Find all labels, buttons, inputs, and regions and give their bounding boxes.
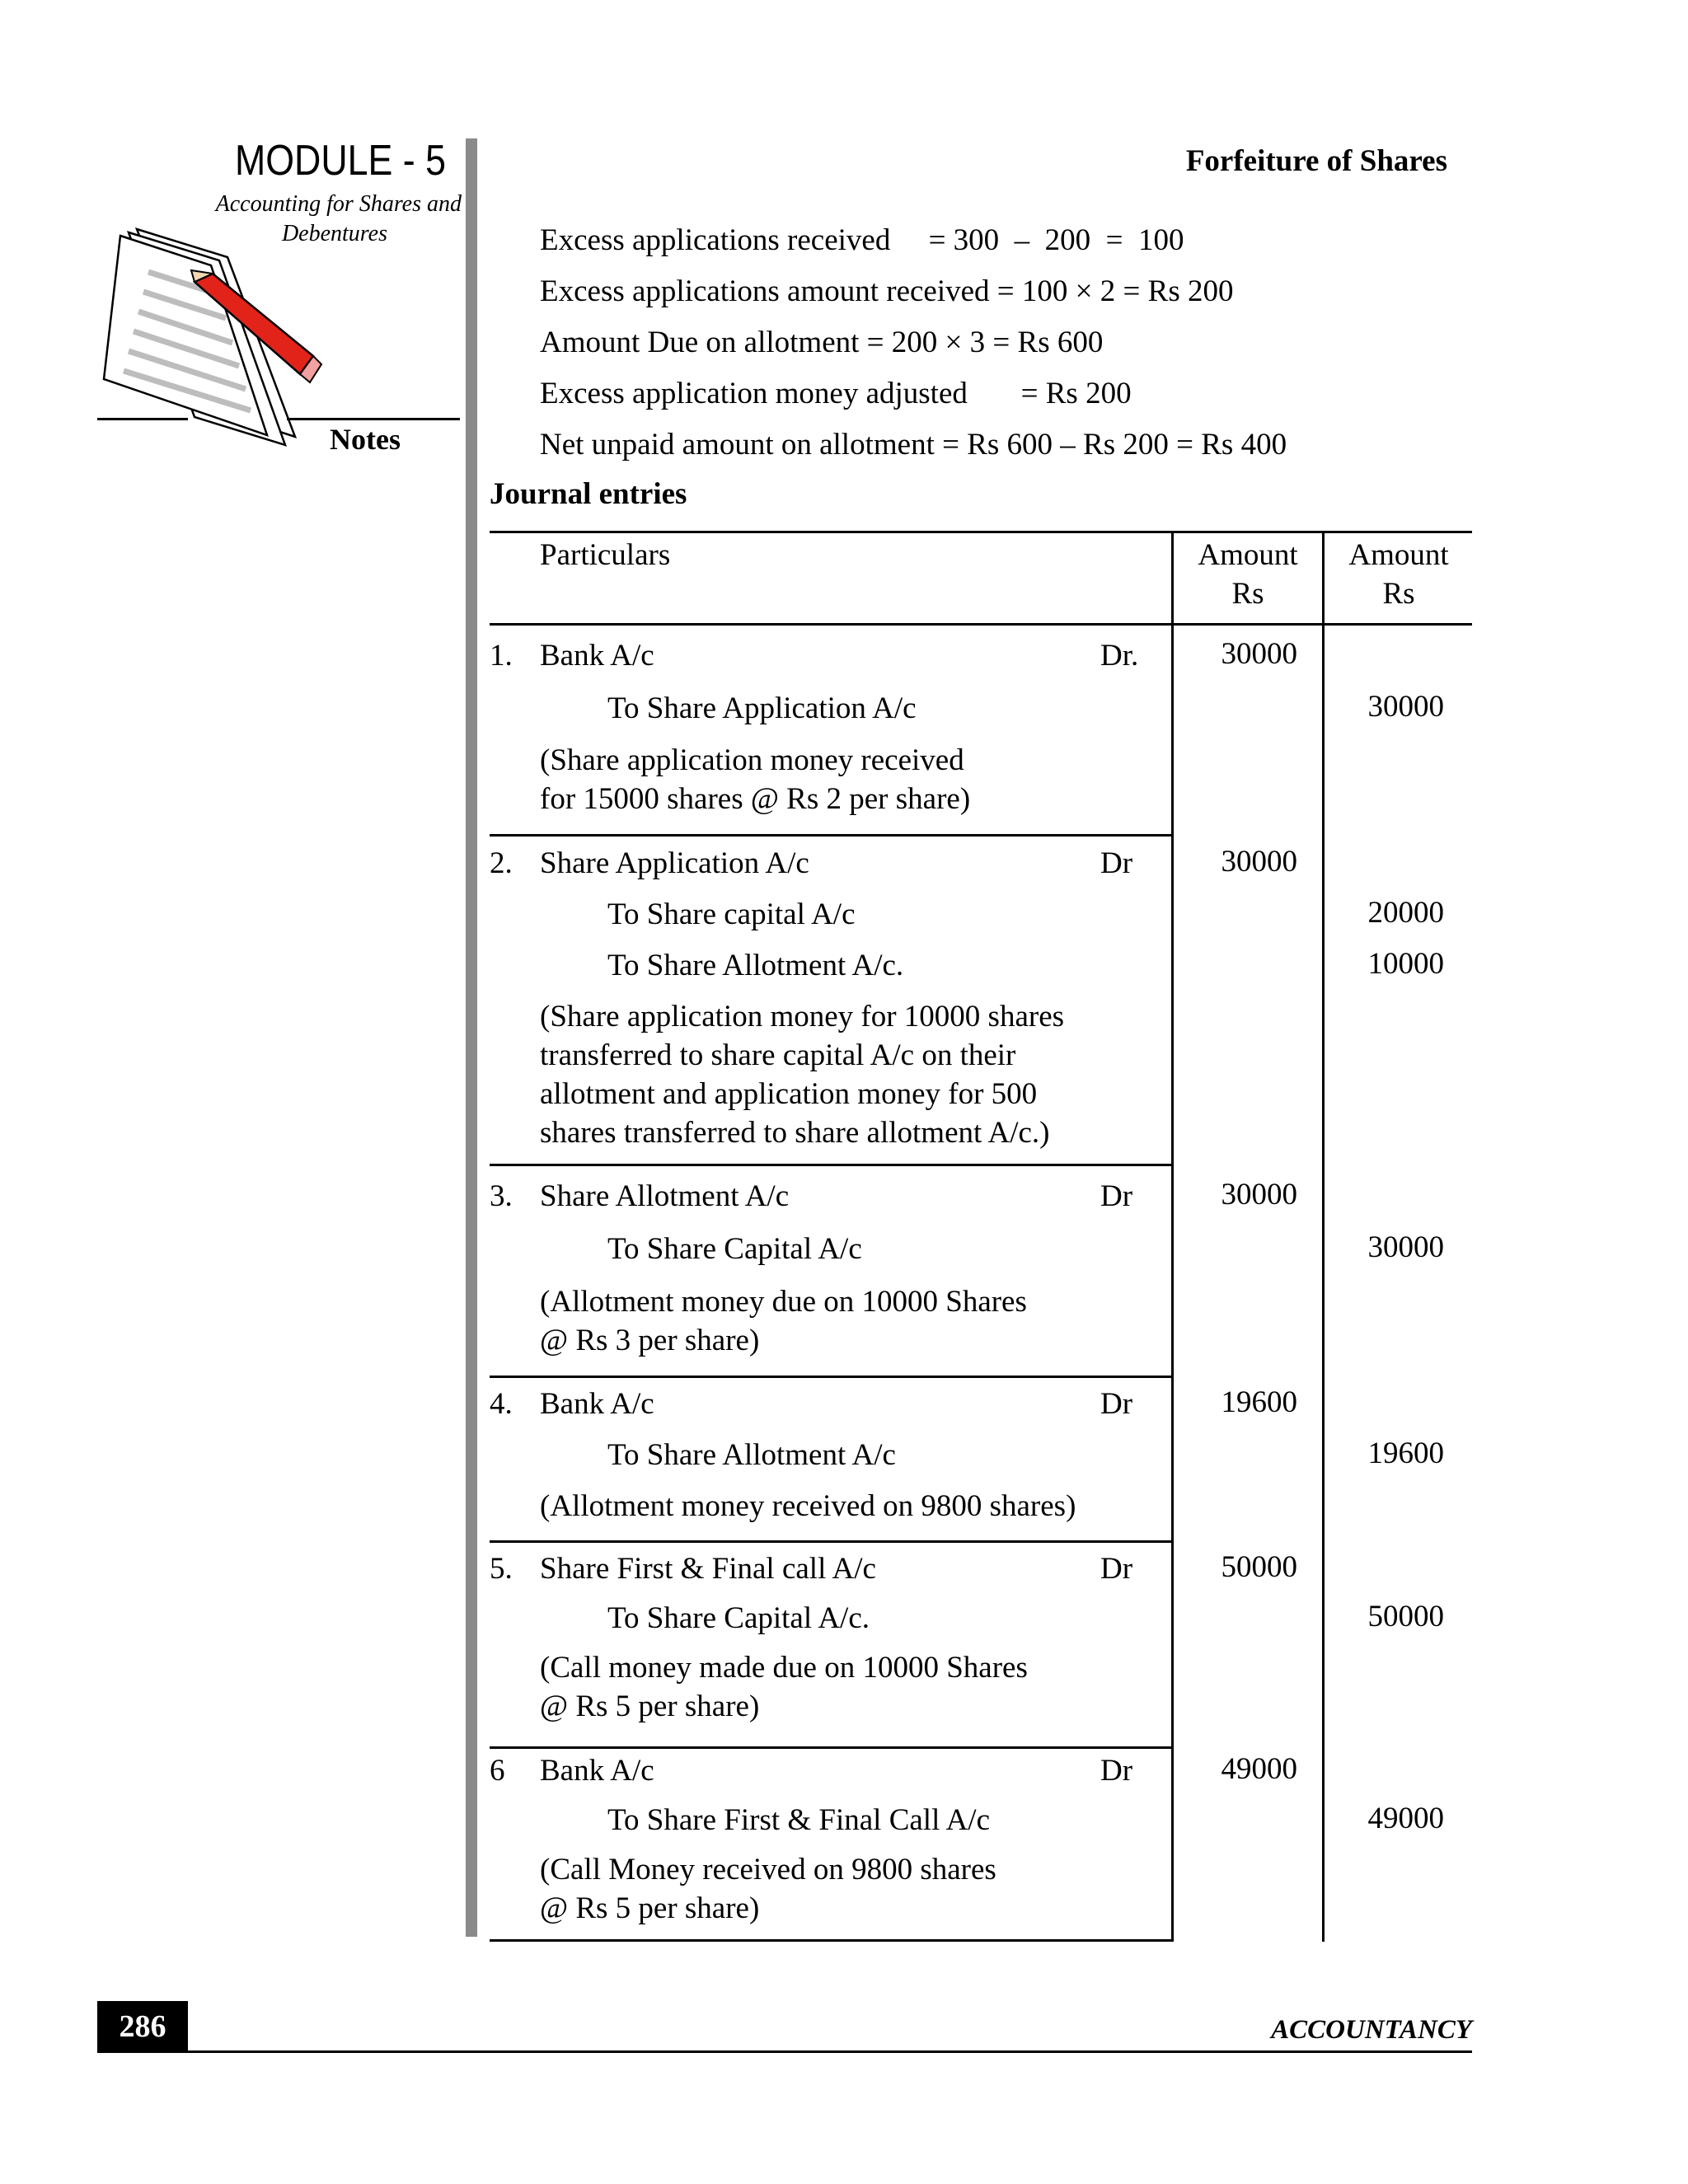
calc-line: Excess applications amount received = 100 × 2 = Rs 200 <box>540 274 1234 308</box>
credit-account: To Share capital A/c <box>607 898 856 931</box>
narration-line: allotment and application money for 500 <box>540 1077 1038 1111</box>
credit-account: To Share Allotment A/c. <box>607 949 904 982</box>
credit-amount: 30000 <box>1367 690 1444 724</box>
credit-account: To Share Capital A/c <box>607 1232 862 1266</box>
header-particulars: Particulars <box>540 538 671 572</box>
narration-line: transferred to share capital A/c on their <box>540 1038 1016 1072</box>
entry-number: 2. <box>490 846 513 880</box>
module-subtitle-line1: Accounting for Shares and <box>215 191 462 217</box>
header-amount-credit <box>1325 536 1473 613</box>
narration-line: shares transferred to share allotment A/c.) <box>540 1116 1050 1150</box>
credit-amount: 20000 <box>1367 896 1444 930</box>
chapter-title: Forfeiture of Shares <box>1185 144 1447 178</box>
credit-account: To Share Application A/c <box>607 691 917 725</box>
credit-amount: 50000 <box>1367 1600 1444 1633</box>
footer-rule <box>97 2050 1472 2053</box>
header-amount-label: Amount <box>1198 538 1298 572</box>
dr-marker: Dr. <box>1100 639 1139 673</box>
debit-amount: 50000 <box>1221 1550 1297 1584</box>
entry-number: 5. <box>490 1552 513 1586</box>
calc-line: Amount Due on allotment = 200 × 3 = Rs 600 <box>540 326 1104 359</box>
module-subtitle-line2: Debentures <box>281 221 387 246</box>
narration-line: @ Rs 3 per share) <box>540 1324 760 1357</box>
debit-amount: 30000 <box>1221 845 1297 879</box>
entry-rule <box>490 1746 1174 1749</box>
debit-amount: 49000 <box>1221 1752 1297 1786</box>
credit-amount: 19600 <box>1367 1436 1444 1470</box>
narration-line: (Allotment money due on 10000 Shares <box>540 1285 1027 1319</box>
table-bottom-rule <box>490 1939 1174 1942</box>
entry-rule <box>490 1540 1174 1543</box>
credit-amount: 49000 <box>1367 1802 1444 1835</box>
notes-rule-right <box>287 418 460 420</box>
notes-label: Notes <box>330 423 401 456</box>
dr-marker: Dr <box>1100 1387 1133 1421</box>
header-amount-label: Amount <box>1348 538 1449 572</box>
header-amount-unit: Rs <box>1382 577 1415 611</box>
notes-pencil-icon <box>97 223 328 462</box>
debit-amount: 30000 <box>1221 637 1297 671</box>
entry-number: 6 <box>490 1754 505 1788</box>
dr-marker: Dr <box>1100 1754 1133 1788</box>
credit-account: To Share Allotment A/c <box>607 1438 896 1472</box>
calc-line: Excess applications received = 300 – 200 = 100 <box>540 223 1184 257</box>
table-top-rule <box>490 531 1472 533</box>
entry-rule <box>490 1376 1174 1378</box>
table-header-rule <box>490 623 1472 626</box>
module-title: MODULE - 5 <box>235 137 446 185</box>
debit-amount: 19600 <box>1221 1385 1297 1419</box>
credit-account: To Share First & Final Call A/c <box>607 1803 990 1837</box>
debit-account: Share Allotment A/c <box>540 1179 790 1213</box>
credit-amount: 10000 <box>1367 947 1444 981</box>
calc-line: Excess application money adjusted = Rs 200 <box>540 377 1132 410</box>
debit-amount: 30000 <box>1221 1178 1297 1212</box>
dr-marker: Dr <box>1100 1552 1133 1586</box>
header-amount-unit: Rs <box>1231 577 1264 611</box>
entry-number: 1. <box>490 639 513 673</box>
narration-line: for 15000 shares @ Rs 2 per share) <box>540 782 971 816</box>
debit-account: Bank A/c <box>540 1754 654 1788</box>
journal-heading: Journal entries <box>490 477 687 511</box>
entry-number: 4. <box>490 1387 513 1421</box>
debit-account: Share Application A/c <box>540 846 809 880</box>
dr-marker: Dr <box>1100 1179 1133 1213</box>
calc-line: Net unpaid amount on allotment = Rs 600 – Rs 200 = Rs 400 <box>540 428 1287 462</box>
column-rule <box>1171 531 1174 1942</box>
page-number: 286 <box>97 2001 188 2052</box>
entry-rule <box>490 834 1174 837</box>
footer-subject: ACCOUNTANCY <box>1271 2015 1472 2045</box>
credit-amount: 30000 <box>1367 1230 1444 1264</box>
entry-number: 3. <box>490 1179 513 1213</box>
narration-line: (Call money made due on 10000 Shares <box>540 1651 1028 1685</box>
header-amount-debit <box>1174 536 1322 613</box>
narration-line: (Share application money received <box>540 743 964 777</box>
dr-marker: Dr <box>1100 846 1133 880</box>
narration-line: (Share application money for 10000 shares <box>540 1000 1065 1033</box>
debit-account: Share First & Final call A/c <box>540 1552 876 1586</box>
notes-rule-left <box>97 418 188 420</box>
credit-account: To Share Capital A/c. <box>607 1601 870 1635</box>
margin-bar <box>466 138 477 1937</box>
narration-line: (Call Money received on 9800 shares <box>540 1853 996 1886</box>
narration-line: @ Rs 5 per share) <box>540 1690 760 1723</box>
entry-rule <box>490 1164 1174 1166</box>
narration-line: @ Rs 5 per share) <box>540 1891 760 1925</box>
debit-account: Bank A/c <box>540 1387 654 1421</box>
debit-account: Bank A/c <box>540 639 654 673</box>
narration-line: (Allotment money received on 9800 shares) <box>540 1489 1076 1523</box>
